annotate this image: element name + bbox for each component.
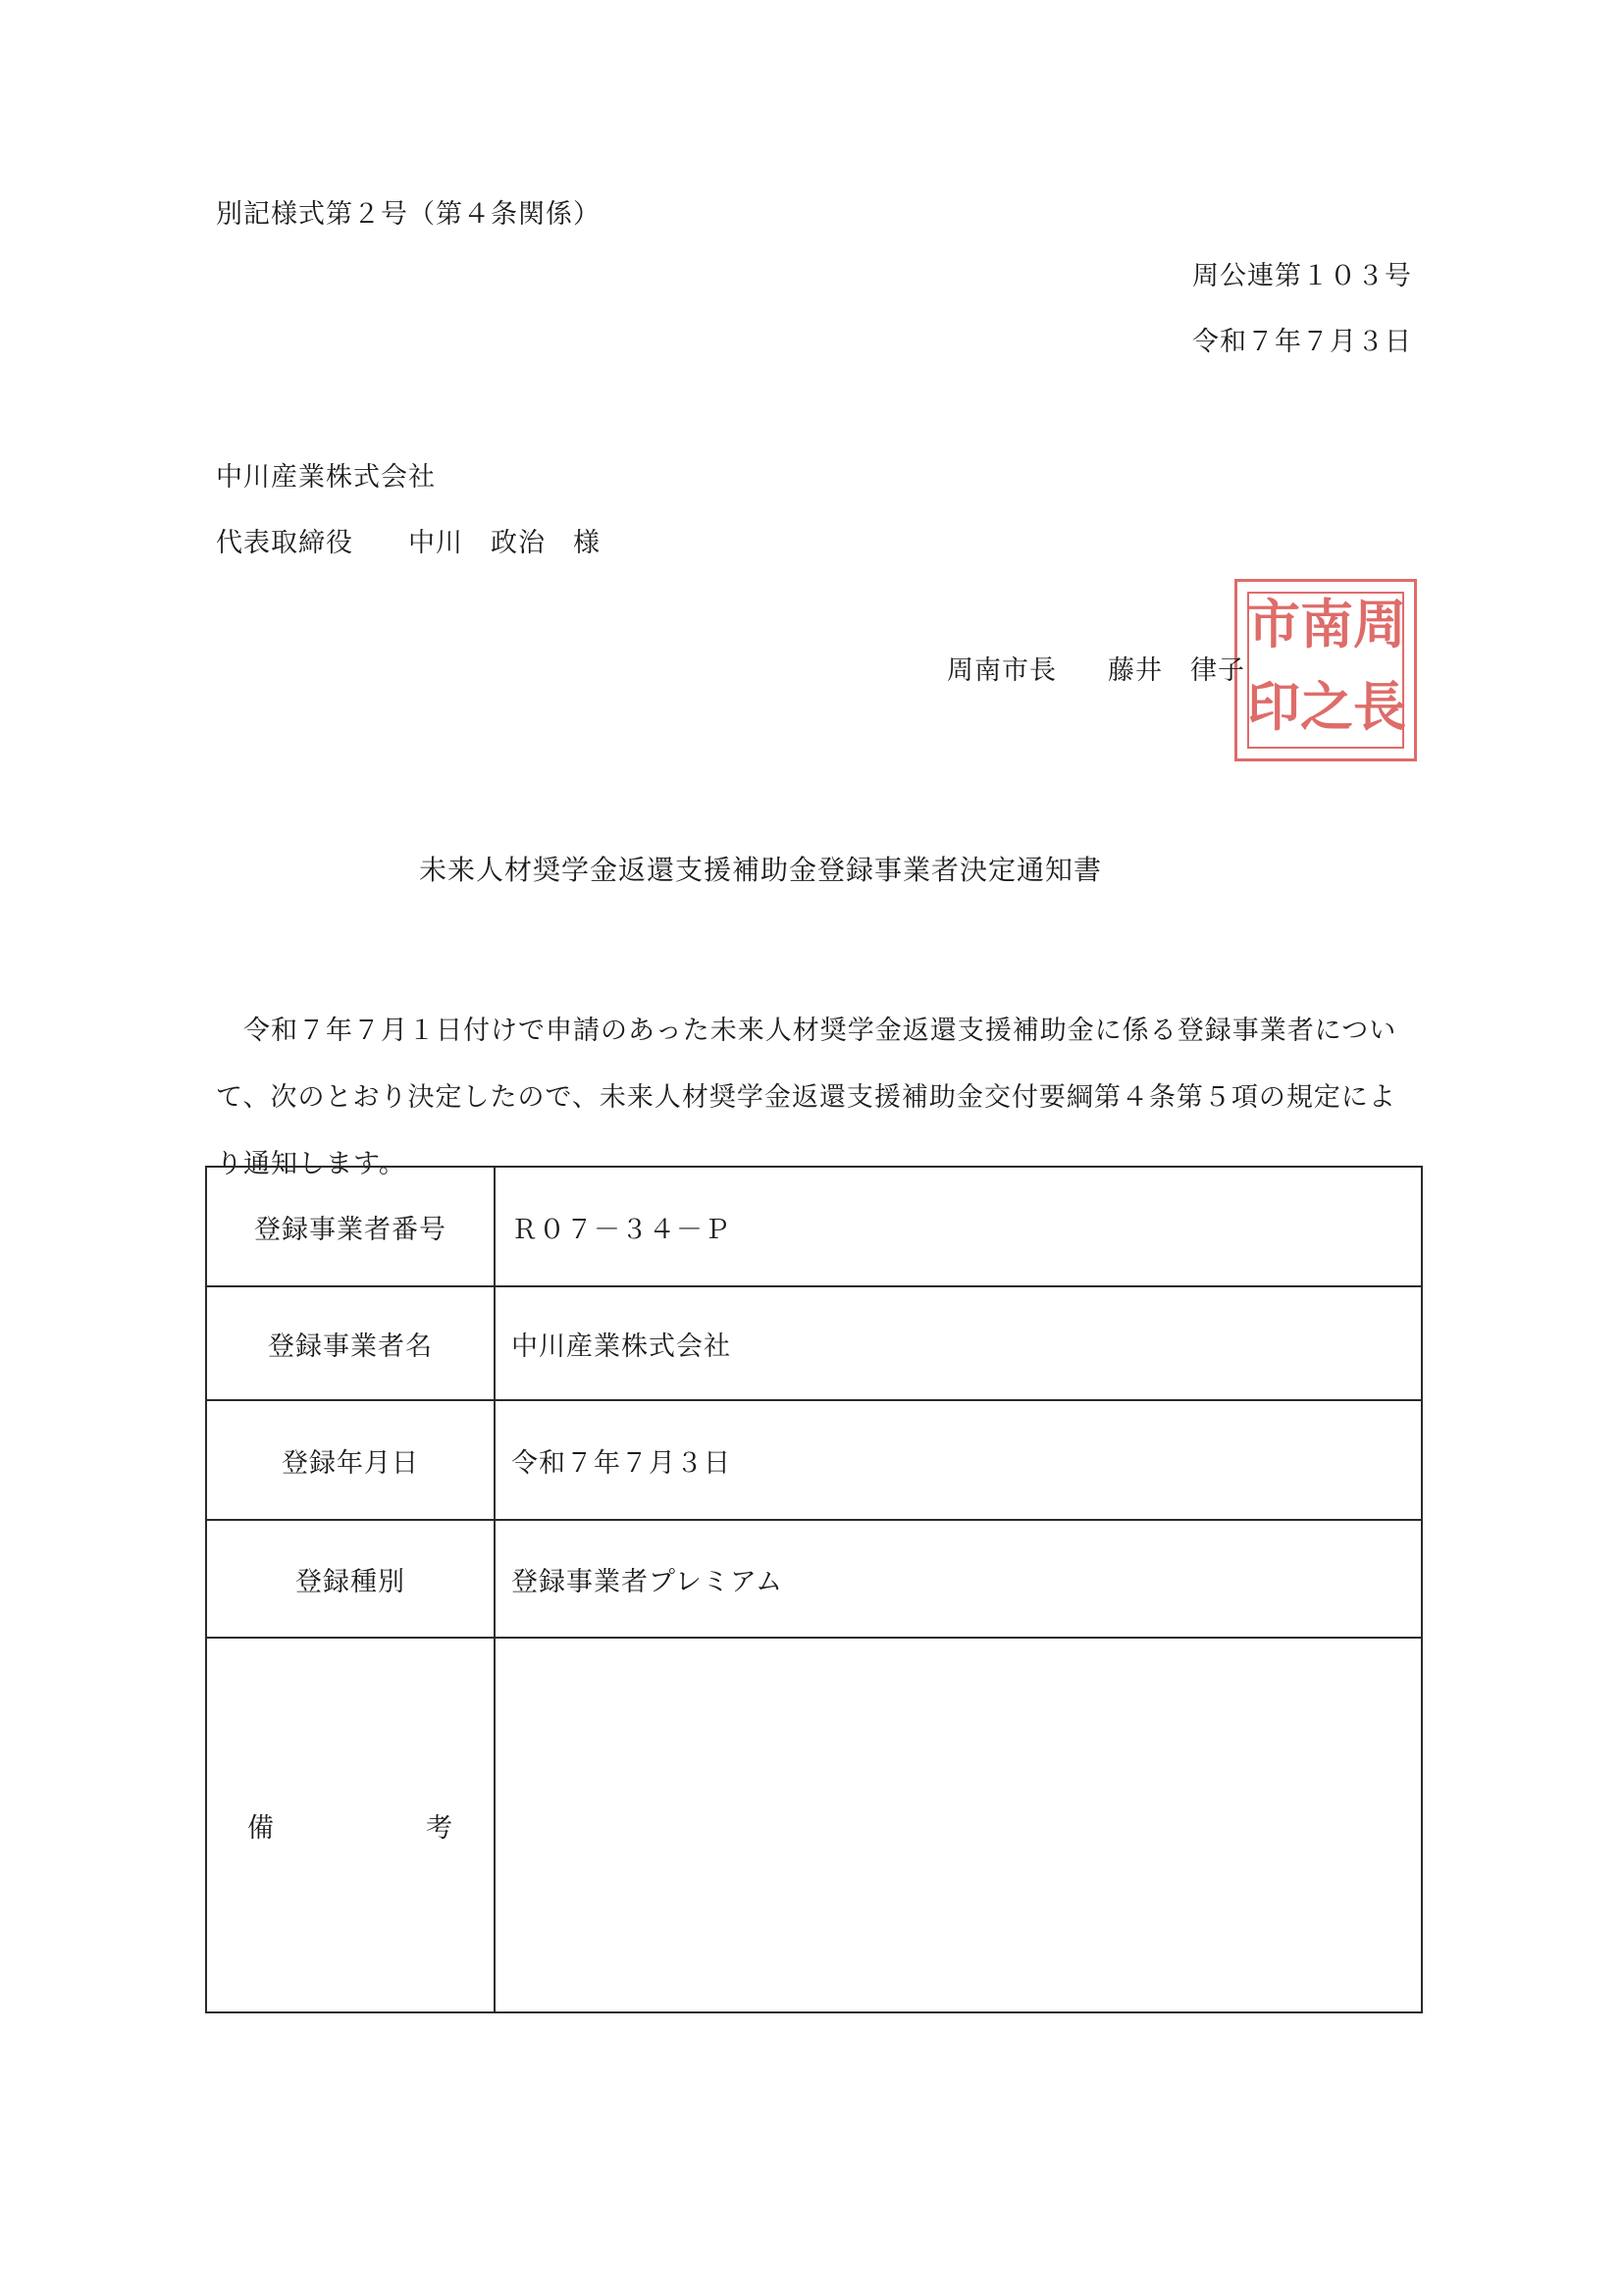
addressee-honorific: 様 — [573, 528, 601, 558]
remarks-label-left: 備 — [247, 1812, 275, 1844]
table-row — [206, 1167, 1422, 1286]
remarks-label-cell — [206, 1638, 495, 2012]
registration-number-value: Ｒ０７－３４－Ｐ — [495, 1167, 1422, 1286]
addressee-company: 中川産業株式会社 — [216, 462, 436, 493]
official-seal-stamp — [1234, 579, 1417, 761]
seal-glyph: 市 — [1247, 593, 1300, 655]
seal-glyph: 印 — [1247, 675, 1300, 738]
notice-body-text: 令和７年７月１日付けで申請のあった未来人材奨学金返還支援補助金に係る登録事業者について、次のとおり決定したので、未来人材奨学金返還支援補助金交付要綱第４条第５項の規定により通知します。 — [216, 1016, 1397, 1179]
document-title: 未来人材奨学金返還支援補助金登録事業者決定通知書 — [418, 854, 1102, 886]
sender-title: 周南市長 — [947, 655, 1057, 686]
seal-glyph: 之 — [1300, 675, 1353, 738]
registration-info-table — [205, 1166, 1423, 2013]
registration-type-label: 登録種別 — [206, 1520, 495, 1638]
business-name-label: 登録事業者名 — [206, 1286, 495, 1400]
table-row — [206, 1520, 1422, 1638]
document-number: 周公連第１０３号 — [1192, 261, 1412, 291]
registration-type-value: 登録事業者プレミアム — [495, 1520, 1422, 1638]
addressee-name: 中川 政治 — [408, 528, 546, 558]
addressee-line — [216, 530, 601, 556]
table-row — [206, 1638, 1422, 2012]
registration-date-label: 登録年月日 — [206, 1400, 495, 1520]
addressee-title: 代表取締役 — [216, 528, 353, 558]
table-row — [206, 1400, 1422, 1520]
seal-glyph: 長 — [1353, 675, 1406, 738]
table-row — [206, 1286, 1422, 1400]
registration-number-label: 登録事業者番号 — [206, 1167, 495, 1286]
sender-name: 藤井 律子 — [1108, 655, 1245, 686]
remarks-label-right: 考 — [426, 1812, 453, 1844]
business-name-value: 中川産業株式会社 — [495, 1286, 1422, 1400]
seal-glyph: 周 — [1353, 593, 1406, 655]
registration-date-value: 令和７年７月３日 — [495, 1400, 1422, 1520]
document-date: 令和７年７月３日 — [1192, 327, 1412, 357]
remarks-label — [208, 1806, 493, 1845]
form-identifier: 別記様式第２号（第４条関係） — [216, 199, 601, 230]
seal-glyph: 南 — [1300, 593, 1353, 655]
remarks-value — [495, 1638, 1422, 2012]
sender-line — [947, 657, 1245, 684]
